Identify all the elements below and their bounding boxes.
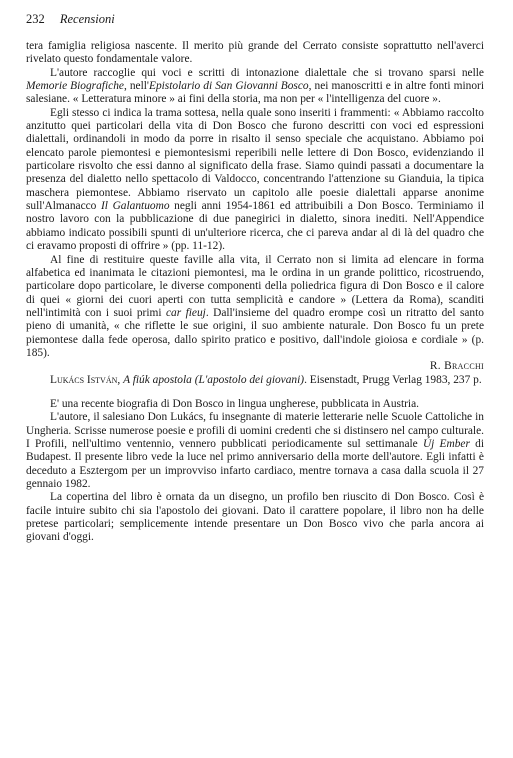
text-run: . Dall'insieme del quadro erompe così un ritratto del santo pieno di umanità, « che riflette le sue origini, il suo ambiente naturale. Don Bosco fu un prete piemontese dalla fede operosa, dallo spirito pratico e positivo, dall'indole gioiosa e cordiale » (p. 185). — [26, 306, 484, 359]
text-run: , nell' — [123, 80, 149, 93]
paragraph-cover: La copertina del libro è ornata da un disegno, un profilo ben riuscito di Don Bosco. Così è facile intuire subito chi sia l'apostolo dei giovani. Dato il carattere popolare, il libro non ha delle pretese particolari; semplicemente intende presentare un Don Bosco vivo che parla ancora ai giovani d'oggi. — [26, 491, 484, 544]
text-run: di Budapest. Il presente libro vede la luce nel primo anniversario della morte dell'autore. Egli infatti è deceduto a Esztergom per un improvviso infarto cardiaco, mentre tornava a casa dalla scuola il 27 gennaio 1982. — [26, 437, 484, 490]
page-number: 232 — [26, 12, 45, 26]
periodical-title: Új Ember — [422, 437, 470, 450]
paragraph-intro: E' una recente biografia di Don Bosco in lingua ungherese, pubblicata in Austria. — [50, 397, 419, 410]
dialect-term: car fieuj — [165, 306, 206, 319]
work-title-galantuomo: Il Galantuomo — [101, 200, 170, 213]
reviewer-signature — [26, 360, 484, 373]
reviewer-name: R. Bracchi — [429, 360, 484, 373]
book-author: Lukács István — [50, 373, 118, 386]
text-run: , nei manoscritti e in altre fonti minori salesiane. « Letteratura minore » ai fini della storia, ma non per « l'intelligenza del cuore ». — [26, 80, 485, 106]
separator: , — [117, 373, 124, 386]
paragraph-continuation: tera famiglia religiosa nascente. Il merito più grande del Cerrato consiste soprattutto nell'averci rivelato questo fondamentale valore. — [26, 40, 484, 66]
publication-details: . Eisenstadt, Prugg Verlag 1983, 237 p. — [304, 373, 482, 386]
work-title-memorie: Memorie Biografiche — [26, 80, 124, 93]
page-body — [26, 40, 484, 545]
paragraph-sources — [26, 67, 484, 107]
running-header — [26, 11, 486, 27]
work-title-epistolario: Epistolario di San Giovanni Bosco — [148, 80, 309, 93]
spacer — [26, 387, 484, 398]
text-run: L'autore, il salesiano Don Lukács, fu insegnante di materie letterarie nelle Scuole Cattoliche in Ungheria. Scrisse numerose poesie e profili di uomini credenti che si distinsero nel campo culturale. I Profili, nell'ultimo ventennio, vennero pubblicati periodicamente sul settimanale — [26, 411, 484, 450]
text-run: negli anni 1954-1861 ed attribuibili a Don Bosco. Terminiamo il nostro lavoro con la pubblicazione di due panegirici in dialetto, sinora inediti. Nell'Appendice abbiamo indicato possibili spunti di un'ulteriore ricerca, che ci pareva andar al di là del quadro che ci eravamo proposti di offrire » (pp. 11-12). — [26, 200, 484, 253]
text-run: Al fine di restituire queste faville alla vita, il Cerrato non si limita ad elencare in forma alfabetica ed inanimata le citazioni piemontesi, ma le ordina in un grande polittico, ricostruendo, particolare dopo particolare, le diverse componenti della poliedrica figura di Don Bosco e il calore di quei « giorni dei cuori aperti con tutta semplicità e candore » (Lettera da Roma), scanditi nell'intimità con i suoi primi — [26, 253, 484, 319]
paragraph-author-bio — [26, 411, 484, 491]
text-run: Egli stesso ci indica la trama sottesa, nella quale sono inseriti i frammenti: « Abbiamo raccolto anzitutto quei particolari della vita di Don Bosco che furono descritti con voci ed espressioni dialettali, ordinandoli in modo da porre in risalto il senso speciale che acquistano. Abbiamo poi elencato parole piemontesi e piemontesismi reperibili nelle lettere di Don Bosco, evidenziando il particolare risvolto che essi danno al significato della frase. Siamo quindi passati a documentare la presenza del dialetto nello spettacolo di Valdocco, concentrando l'attenzione su Gianduia, la tipica maschera piemontese. Abbiamo riservato un capitolo alle poesie dialettali apparse anonime sull'Almanacco — [26, 106, 484, 213]
paragraph-conclusion — [26, 254, 484, 361]
book-title: A fiúk apostola (L'apostolo dei giovani) — [123, 373, 305, 386]
text-run: L'autore raccoglie qui voci e scritti di intonazione dialettale che si trovano sparsi nelle — [50, 66, 484, 79]
section-title: Recensioni — [59, 12, 115, 26]
bibliographic-entry — [26, 374, 484, 387]
paragraph-author-quote — [26, 107, 484, 254]
